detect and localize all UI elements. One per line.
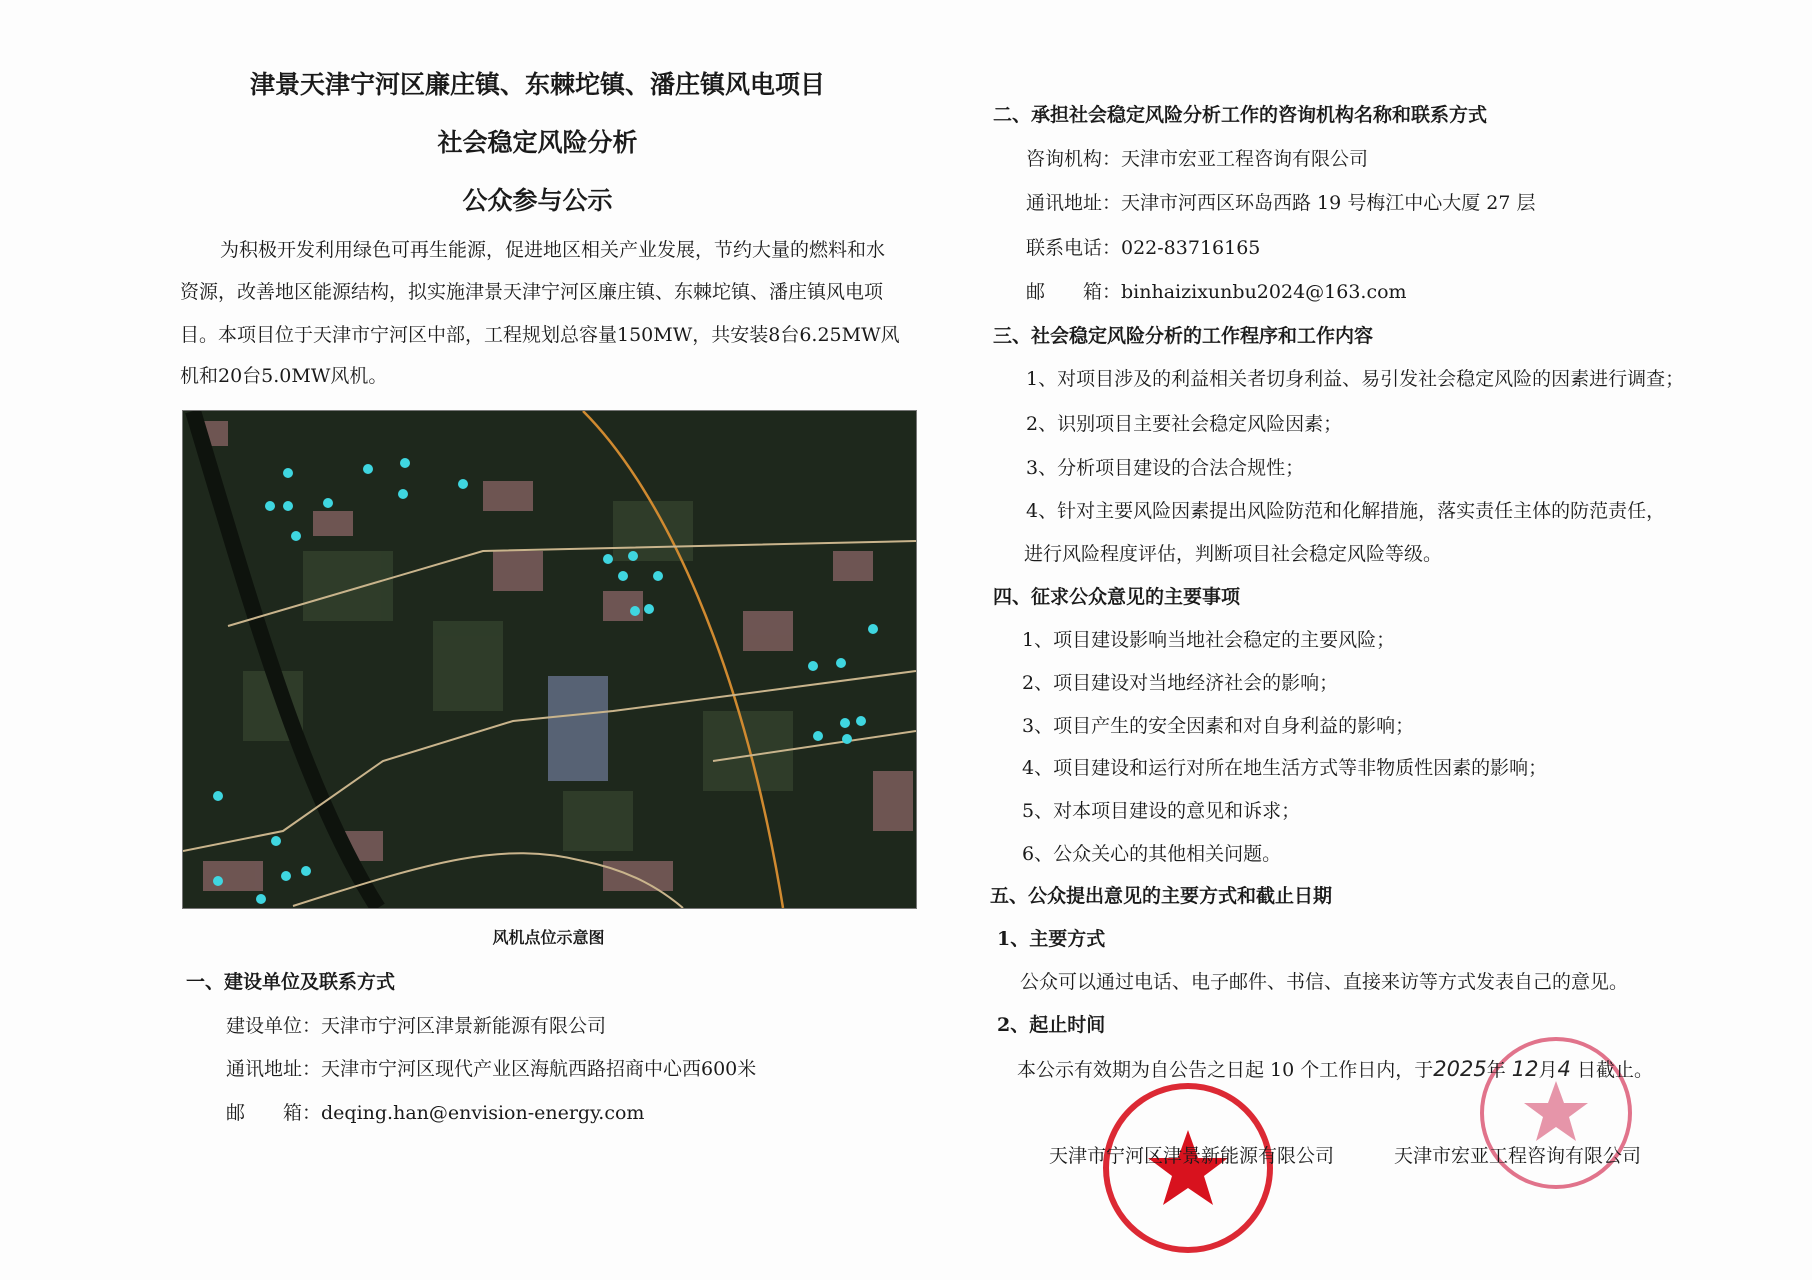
handwritten-year: 2025 [1433,1057,1487,1081]
procedure-item: 4、针对主要风险因素提出风险防范和化解措施，落实责任主体的防范责任， [1026,500,1666,522]
document-subtitle: 社会稳定风险分析 [437,128,638,157]
consulting-phone: 联系电话：022-83716165 [1026,237,1261,259]
matter-item: 4、项目建设和运行对所在地生活方式等非物质性因素的影响； [1022,757,1548,779]
handwritten-day: 4 [1557,1057,1571,1081]
handwritten-month: 12 [1511,1057,1539,1081]
map-caption: 风机点位示意图 [492,928,605,947]
matter-item: 2、项目建设对当地经济社会的影响； [1022,672,1339,694]
consulting-org-seal [1476,1033,1636,1193]
section1-heading: 一、建设单位及联系方式 [186,971,396,993]
matter-item: 1、项目建设影响当地社会稳定的主要风险； [1022,629,1396,651]
email-value: deqing.han@envision-energy.com [321,1102,645,1124]
period-suffix: 日截止。 [1576,1059,1653,1081]
turbine-location-map [182,410,917,909]
email-label: 邮 箱： [1026,281,1122,303]
construction-email [226,1104,644,1123]
intro-line: 目。本项目位于天津市宁河区中部，工程规划总容量150MW，共安装8台6.25MW风 [180,324,900,346]
procedure-item: 3、分析项目建设的合法合规性； [1026,457,1305,479]
intro-line: 机和20台5.0MW风机。 [180,365,388,387]
procedure-item: 2、识别项目主要社会稳定风险因素； [1026,413,1343,435]
signature-consulting-org: 天津市宏亚工程咨询有限公司 [1394,1145,1642,1167]
consulting-email [1026,283,1407,302]
matter-item: 3、项目产生的安全因素和对自身利益的影响； [1022,715,1415,737]
construction-unit-seal [1098,1078,1278,1258]
email-value: binhaizixunbu2024@163.com [1121,281,1407,303]
section3-heading: 三、社会稳定风险分析的工作程序和工作内容 [993,325,1374,347]
month-unit: 月 [1538,1059,1558,1081]
year-unit: 年 [1486,1059,1506,1081]
methods-text: 公众可以通过电话、电子邮件、书信、直接来访等方式发表自己的意见。 [1020,971,1629,993]
construction-unit: 建设单位：天津市宁河区津景新能源有限公司 [226,1015,607,1037]
email-label: 邮 箱： [226,1102,322,1124]
document-title: 津景天津宁河区廉庄镇、东棘坨镇、潘庄镇风电项目 [249,70,825,99]
methods-subheading: 1、主要方式 [997,928,1106,950]
consulting-org: 咨询机构：天津市宏亚工程咨询有限公司 [1026,148,1369,170]
satellite-map-image [183,411,916,908]
section2-heading: 二、承担社会稳定风险分析工作的咨询机构名称和联系方式 [993,104,1488,126]
section4-heading: 四、征求公众意见的主要事项 [993,586,1241,608]
procedure-item: 1、对项目涉及的利益相关者切身利益、易引发社会稳定风险的因素进行调查； [1026,368,1685,390]
matter-item: 5、对本项目建设的意见和诉求； [1022,800,1301,822]
document-notice-title: 公众参与公示 [462,186,613,215]
procedure-item: 进行风险程度评估，判断项目社会稳定风险等级。 [1024,543,1443,565]
intro-line: 资源，改善地区能源结构，拟实施津景天津宁河区廉庄镇、东棘坨镇、潘庄镇风电项 [180,281,884,303]
intro-line: 为积极开发利用绿色可再生能源，促进地区相关产业发展，节约大量的燃料和水 [220,239,886,261]
signature-construction-unit: 天津市宁河区津景新能源有限公司 [1049,1145,1335,1167]
matter-item: 6、公众关心的其他相关问题。 [1022,843,1282,865]
construction-address: 通讯地址：天津市宁河区现代产业区海航西路招商中心西600米 [226,1058,757,1080]
period-prefix: 本公示有效期为自公告之日起 10 个工作日内，于 [1017,1059,1434,1081]
section5-heading: 五、公众提出意见的主要方式和截止日期 [990,885,1333,907]
period-subheading: 2、起止时间 [997,1014,1106,1036]
consulting-address: 通讯地址：天津市河西区环岛西路 19 号梅江中心大厦 27 层 [1026,192,1536,214]
period-text [1017,1059,1653,1080]
